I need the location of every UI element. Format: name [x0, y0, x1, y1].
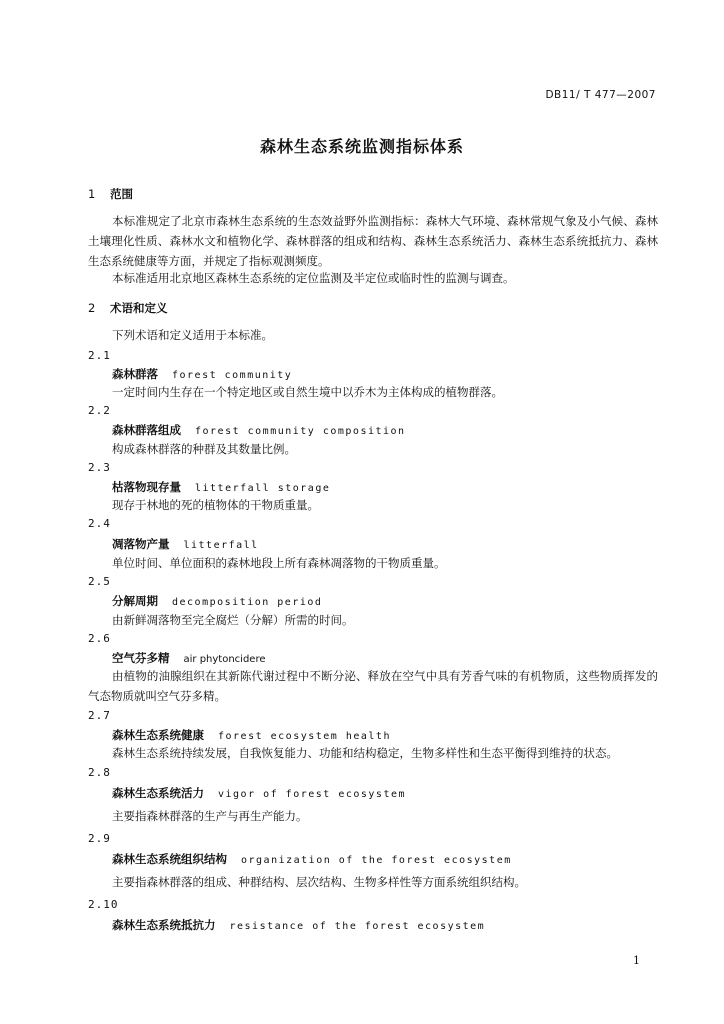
term-english: decomposition period	[172, 597, 323, 608]
term-chinese: 森林生态系统抵抗力	[112, 918, 216, 932]
term-definition: 一定时间内生存在一个特定地区或自然生境中以乔木为主体构成的植物群落。	[112, 385, 503, 399]
term-number: 2.1	[88, 349, 111, 362]
term-chinese: 空气芬多精	[112, 651, 170, 665]
term-entry	[112, 650, 266, 666]
term-number: 2.2	[88, 404, 111, 417]
term-chinese: 枯落物现存量	[112, 480, 181, 494]
standard-code: DB11/ T 477—2007	[545, 89, 656, 101]
term-number: 2.8	[88, 766, 111, 779]
term-entry	[112, 479, 330, 495]
term-number: 2.5	[88, 575, 111, 588]
term-entry	[112, 422, 406, 438]
term-entry	[112, 366, 292, 382]
term-number: 2.9	[88, 832, 111, 845]
term-english: resistance of the forest ecosystem	[229, 921, 486, 932]
term-entry	[112, 536, 259, 552]
term-english: forest community composition	[195, 426, 406, 437]
term-definition: 现存于林地的死的植物体的干物质重量。	[112, 498, 319, 512]
document-title: 森林生态系统监测指标体系	[259, 137, 464, 156]
term-number: 2.6	[88, 632, 111, 645]
term-number: 2.7	[88, 709, 111, 722]
term-chinese: 森林生态系统健康	[112, 728, 204, 742]
section-number: 1	[88, 187, 96, 201]
term-definition: 森林生态系统持续发展，自我恢复能力、功能和结构稳定，生物多样性和生态平衡得到维持的状态。	[112, 746, 618, 760]
term-chinese: 森林生态系统活力	[112, 786, 204, 800]
term-definition: 主要指森林群落的组成、种群结构、层次结构、生物多样性等方面系统组织结构。	[112, 875, 526, 889]
term-english: vigor of forest ecosystem	[218, 789, 407, 800]
term-definition: 单位时间、单位面积的森林地段上所有森林凋落物的干物质重量。	[112, 556, 446, 570]
term-definition: 主要指森林群落的生产与再生产能力。	[112, 809, 308, 823]
term-definition: 由新鲜凋落物至完全腐烂（分解）所需的时间。	[112, 613, 354, 627]
section-2-heading	[88, 300, 168, 316]
term-entry	[112, 727, 391, 743]
terms-intro: 下列术语和定义适用于本标准。	[112, 328, 273, 342]
term-english: forest ecosystem health	[218, 731, 391, 742]
term-chinese: 森林群落	[112, 367, 158, 381]
term-chinese: 森林群落组成	[112, 423, 181, 437]
section-title: 范围	[110, 187, 133, 201]
term-english: litterfall storage	[195, 483, 331, 494]
term-definition: 由植物的油腺组织在其新陈代谢过程中不断分泌、释放在空气中具有芳香气味的有机物质，这些物质挥发的气态物质就叫空气芬多精。	[88, 669, 658, 703]
term-entry	[112, 917, 485, 933]
term-chinese: 分解周期	[112, 594, 158, 608]
section-title: 术语和定义	[110, 301, 168, 315]
term-entry	[112, 851, 512, 867]
section-1-heading	[88, 186, 133, 202]
term-chinese: 森林生态系统组织结构	[112, 852, 227, 866]
term-english: forest community	[172, 370, 293, 381]
term-chinese: 凋落物产量	[112, 537, 170, 551]
term-definition: 构成森林群落的种群及其数量比例。	[112, 442, 296, 456]
term-entry	[112, 785, 406, 801]
term-english: litterfall	[183, 540, 259, 551]
term-english: air phytoncidere	[183, 654, 266, 665]
term-number: 2.4	[88, 517, 111, 530]
term-english: organization of the forest ecosystem	[241, 855, 512, 866]
term-number: 2.3	[88, 461, 111, 474]
scope-paragraph-1: 本标准规定了北京市森林生态系统的生态效益野外监测指标：森林大气环境、森林常规气象及小气候、森林土壤理化性质、森林水文和植物化学、森林群落的组成和结构、森林生态系统活力、森林生态系统抵抗力、森林生态系统健康等方面，并规定了指标观测频度。	[88, 214, 658, 268]
term-number: 2.10	[88, 898, 119, 911]
term-entry	[112, 593, 322, 609]
page-number: 1	[633, 954, 640, 967]
scope-paragraph-2: 本标准适用北京地区森林生态系统的定位监测及半定位或临时性的监测与调查。	[112, 271, 515, 285]
section-number: 2	[88, 301, 96, 315]
